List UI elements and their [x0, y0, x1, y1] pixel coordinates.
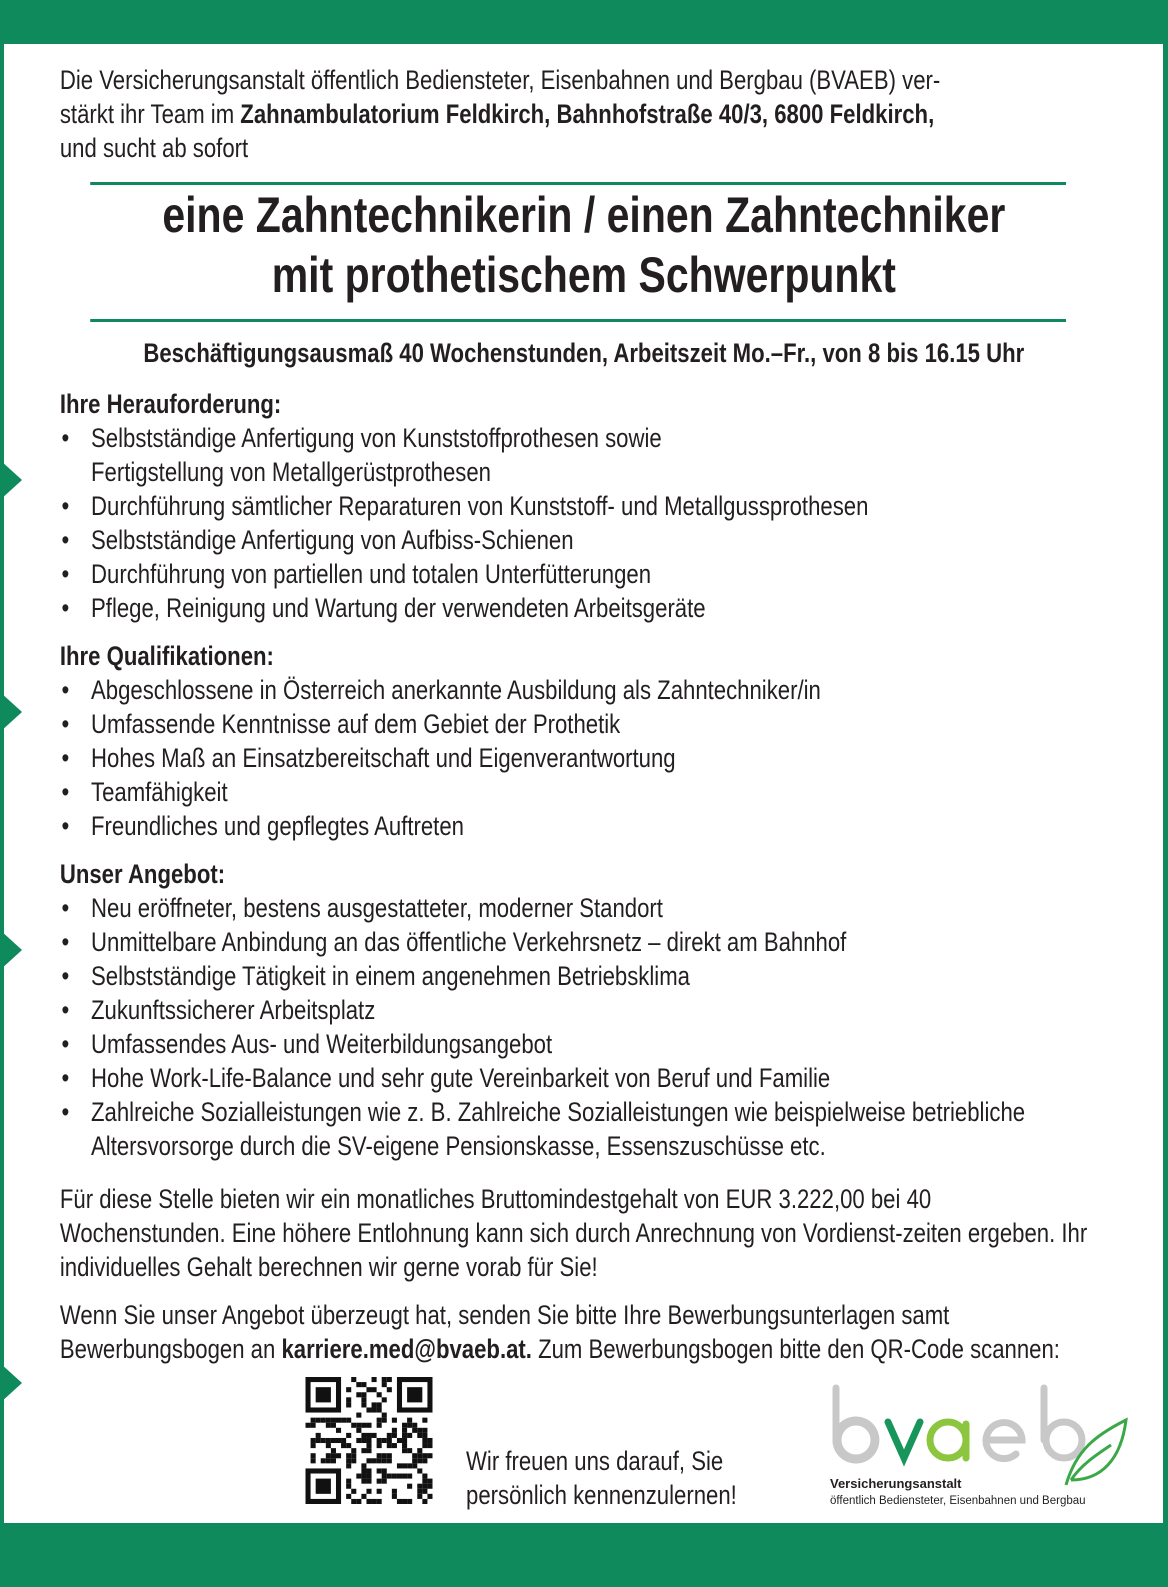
divider: [90, 319, 1066, 322]
bullet-item: • Abgeschlossene in Österreich anerkannte Ausbildung als Zahntechniker/in: [60, 673, 1135, 707]
bullet-item: • Selbstständige Tätigkeit in einem angenehmen Betriebsklima: [60, 959, 1135, 993]
bullet-item: • Neu eröffneter, bestens ausgestatteter, moderner Standort: [60, 891, 1135, 925]
salary-paragraph: Für diese Stelle bieten wir ein monatliches Bruttomindestgehalt von EUR 3.222,00 bei 40 Wochenstunden. Eine höhere Entlohnung kann sich durch Anrechnung von Vordienst-zeiten ergeben. Ihr individuelles Gehalt berechnen wir gerne vorab für Sie!: [59, 1184, 1088, 1282]
bullet-item: • Teamfähigkeit: [60, 775, 1135, 809]
bullet-item: • Zukunftssicherer Arbeitsplatz: [60, 993, 1135, 1027]
section-title: Ihre Qualifikationen:: [59, 641, 274, 671]
title-line: eine Zahntechnikerin / einen Zahntechniker: [162, 187, 1006, 243]
sections: [0, 387, 1168, 1163]
section-title: Unser Angebot:: [59, 859, 226, 889]
apply-text: Zum Bewerbungsbogen bitte den QR-Code scannen:: [531, 1334, 1060, 1364]
location: Zahnambulatorium Feldkirch, Bahnhofstraße 40/3, 6800 Feldkirch,: [240, 99, 935, 129]
bullet-item: • Freundliches und gepflegtes Auftreten: [60, 809, 1135, 843]
bullet-item: • Umfassende Kenntnisse auf dem Gebiet der Prothetik: [60, 707, 1135, 741]
qr-code[interactable]: [304, 1377, 434, 1504]
apply-paragraph: [0, 1298, 1168, 1366]
employment-terms: Beschäftigungsausmaß 40 Wochenstunden, Arbeitszeit Mo.–Fr., von 8 bis 16.15 Uhr: [143, 338, 1025, 368]
closing-line: persönlich kennenzulernen!: [466, 1480, 737, 1510]
bullet-item: • Umfassendes Aus- und Weiterbildungsangebot: [60, 1027, 1135, 1061]
bottom-band: [0, 1523, 1168, 1587]
email-link[interactable]: karriere.med@bvaeb.at.: [281, 1334, 532, 1364]
bullet-item: • Zahlreiche Sozialleistungen wie z. B. Zahlreiche Sozialleistungen wie beispielweise betriebliche Altersvorsorge durch die SV-eigene Pensionskasse, Essenszuschüsse etc.: [60, 1095, 1135, 1163]
logo-line2: öffentlich Bediensteter, Eisenbahnen und Bergbau: [830, 1495, 1086, 1507]
job-ad-body: [0, 63, 1168, 1366]
section-title: Ihre Herauforderung:: [59, 389, 282, 419]
top-band: [0, 0, 1168, 44]
apply-text: Wenn Sie unser Angebot überzeugt hat, senden Sie bitte Ihre Bewerbungsunterlagen samt Bewerbungsbogen an: [59, 1300, 950, 1364]
bullet-item: • Selbstständige Anfertigung von Aufbiss-Schienen: [60, 523, 1135, 557]
intro-line: Die Versicherungsanstalt öffentlich Bediensteter, Eisenbahnen und Bergbau (BVAEB) ver-: [59, 65, 941, 95]
closing-line: Wir freuen uns darauf, Sie: [466, 1446, 724, 1476]
bullet-item: • Durchführung von partiellen und totalen Unterfütterungen: [60, 557, 1135, 591]
bvaeb-logo: [826, 1380, 1136, 1510]
closing-text: [466, 1444, 737, 1512]
job-title: [0, 185, 1168, 305]
bullet-item: • Hohes Maß an Einsatzbereitschaft und Eigenverantwortung: [60, 741, 1135, 775]
title-line: mit prothetischem Schwerpunkt: [271, 247, 896, 303]
bullet-item: • Unmittelbare Anbindung an das öffentliche Verkehrsnetz – direkt am Bahnhof: [60, 925, 1135, 959]
intro-line: und sucht ab sofort: [59, 133, 249, 163]
intro-text: stärkt ihr Team im: [59, 99, 241, 129]
bullet-item: • Hohe Work-Life-Balance und sehr gute Vereinbarkeit von Beruf und Familie: [60, 1061, 1135, 1095]
bullet-item: • Pflege, Reinigung und Wartung der verwendeten Arbeitsgeräte: [60, 591, 1135, 625]
bullet-item: • Durchführung sämtlicher Reparaturen von Kunststoff- und Metallgussprothesen: [60, 489, 1135, 523]
intro-line: [60, 97, 1135, 131]
bullet-item: • Selbstständige Anfertigung von Kunststoffprothesen sowie Fertigstellung von Metallgerüstprothesen: [60, 421, 1135, 489]
arrow-marker: [0, 1363, 22, 1403]
logo-line1: Versicherungsanstalt: [830, 1476, 962, 1491]
intro: [0, 63, 1168, 165]
